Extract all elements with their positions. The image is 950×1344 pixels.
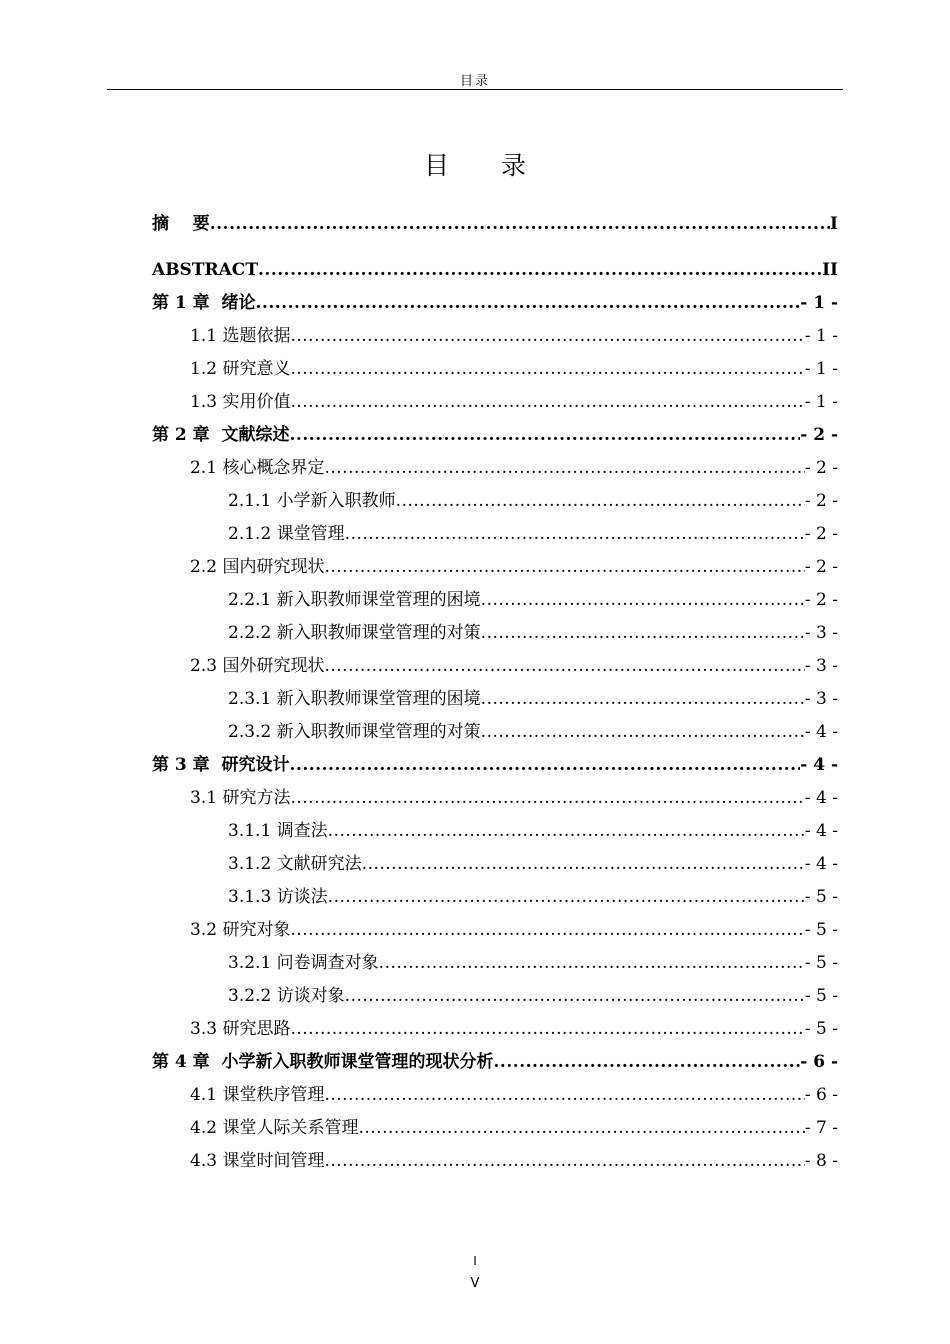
toc-entry-label: 4.1 课堂秩序管理 [190,1085,325,1105]
toc-entry[interactable] [152,782,838,815]
toc-entry[interactable] [152,716,838,749]
toc-entry[interactable] [152,881,838,914]
running-header: 目录 [459,74,490,89]
toc-entry-page: - 3 - [804,689,838,709]
toc-dot-leader [290,749,801,782]
toc-entry[interactable] [152,287,838,320]
page-number: I [473,1254,477,1268]
toc-entry-label: 第 4 章 小学新入职教师课堂管理的现状分析 [152,1052,494,1072]
toc-entry-page: - 1 - [804,326,838,346]
toc-dot-leader [258,254,822,287]
toc-entry-label: 3.2.1 问卷调查对象 [228,953,379,973]
toc-entry[interactable] [152,815,838,848]
toc-entry-label: 3.1 研究方法 [190,788,291,808]
toc-entry[interactable] [152,1013,838,1046]
toc-dot-leader [494,1046,801,1079]
toc-entry-page: - 4 - [800,755,838,775]
toc-entry-page: - 2 - [804,491,838,511]
toc-entry-page: - 1 - [800,293,838,313]
toc-entry[interactable] [152,1112,838,1145]
toc-dot-leader [290,386,804,419]
toc-dot-leader [290,353,804,386]
toc-entry[interactable] [152,485,838,518]
toc-entry-label: 2.2.1 新入职教师课堂管理的困境 [228,590,481,610]
toc-entry-page: - 7 - [804,1118,838,1138]
toc-dot-leader [362,848,805,881]
toc-dot-leader [210,208,830,241]
toc-dot-leader [358,1112,804,1145]
toc-entry[interactable] [152,1046,838,1079]
toc-entry-label: 3.2.2 访谈对象 [228,986,345,1006]
toc-entry[interactable] [152,1079,838,1112]
toc-dot-leader [290,1013,804,1046]
toc-entry[interactable] [152,1145,838,1178]
toc-entry[interactable] [152,518,838,551]
toc-entry-page: - 6 - [804,1085,838,1105]
page-sub-number: V [470,1276,480,1291]
toc-dot-leader [345,518,805,551]
toc-entry-page: - 1 - [804,392,838,412]
toc-entry[interactable] [152,650,838,683]
toc-dot-leader [328,815,805,848]
toc-entry-label: 2.3.2 新入职教师课堂管理的对策 [228,722,481,742]
toc-dot-leader [481,617,805,650]
toc-dot-leader [324,1079,804,1112]
toc-entry-page: - 5 - [804,887,838,907]
toc-entry-label: 3.1.3 访谈法 [228,887,328,907]
toc-entry-label: 4.2 课堂人际关系管理 [190,1118,359,1138]
toc-entry-label: 2.2.2 新入职教师课堂管理的对策 [228,623,481,643]
toc-entry-page: - 3 - [804,623,838,643]
toc-entry[interactable] [152,353,838,386]
toc-dot-leader [290,320,804,353]
toc-entry-page: - 2 - [804,524,838,544]
toc-entry-label: 第 3 章 研究设计 [152,755,290,775]
toc-dot-leader [290,419,801,452]
toc-entry-label: 3.1.1 调查法 [228,821,328,841]
toc-entry-page: - 6 - [800,1052,838,1072]
toc-dot-leader [290,914,804,947]
toc-entry-label: 1.1 选题依据 [190,326,291,346]
toc-entry-label: 4.3 课堂时间管理 [190,1151,325,1171]
toc-entry[interactable] [152,980,838,1013]
toc-entry-page: - 2 - [804,557,838,577]
toc-entry-page: - 5 - [804,920,838,940]
toc-entry[interactable] [152,848,838,881]
toc-entry-page: - 5 - [804,1019,838,1039]
toc-entry-page: - 4 - [804,788,838,808]
toc-entry[interactable] [152,584,838,617]
toc-entry[interactable] [152,551,838,584]
toc-entry-label: 第 2 章 文献综述 [152,425,290,445]
toc-entry-page: - 4 - [804,854,838,874]
toc-dot-leader [396,485,805,518]
toc-entry-label: 第 1 章 绪论 [152,293,256,313]
toc-dot-leader [481,716,805,749]
toc-entry[interactable] [152,749,838,782]
toc-entry-page: - 5 - [804,986,838,1006]
toc-entry-page: - 2 - [800,425,838,445]
toc-entry[interactable] [152,683,838,716]
toc-dot-leader [345,980,805,1013]
toc-entry-label: 3.2 研究对象 [190,920,291,940]
toc-dot-leader [256,287,801,320]
toc-entry-page: - 4 - [804,821,838,841]
toc-entry-page: - 2 - [804,458,838,478]
toc-entry[interactable] [152,419,838,452]
toc-dot-leader [481,683,805,716]
toc-dot-leader [324,650,804,683]
toc-entry-label: 3.3 研究思路 [190,1019,291,1039]
toc-entry-label: 2.3 国外研究现状 [190,656,325,676]
toc-entry-label: 2.1.1 小学新入职教师 [228,491,396,511]
toc-entry-label: ABSTRACT [152,260,258,280]
toc-entry-label: 2.2 国内研究现状 [190,557,325,577]
toc-entry-page: II [822,260,838,280]
toc-entry-label: 2.1 核心概念界定 [190,458,325,478]
toc-dot-leader [324,452,804,485]
toc-entry[interactable] [152,386,838,419]
toc-entry-label: 1.3 实用价值 [190,392,291,412]
toc-entry-page: - 3 - [804,656,838,676]
toc-entry-label: 摘 要 [152,214,210,234]
toc-entry-page: - 1 - [804,359,838,379]
toc-dot-leader [324,1145,804,1178]
toc-entry[interactable] [152,452,838,485]
toc-entry[interactable] [152,208,838,241]
table-of-contents [152,208,838,1178]
toc-entry-page: - 2 - [804,590,838,610]
toc-dot-leader [481,584,805,617]
toc-entry-label: 3.1.2 文献研究法 [228,854,362,874]
toc-dot-leader [328,881,805,914]
toc-entry-label: 2.3.1 新入职教师课堂管理的困境 [228,689,481,709]
toc-entry[interactable] [152,914,838,947]
toc-entry[interactable] [152,617,838,650]
toc-entry-label: 1.2 研究意义 [190,359,291,379]
header-rule [107,89,843,90]
toc-entry-label: 2.1.2 课堂管理 [228,524,345,544]
toc-dot-leader [379,947,805,980]
toc-title: 目 录 [424,151,548,180]
toc-entry[interactable] [152,254,838,287]
toc-dot-leader [324,551,804,584]
toc-entry[interactable] [152,320,838,353]
toc-entry-page: - 8 - [804,1151,838,1171]
toc-entry-page: - 5 - [804,953,838,973]
toc-entry-page: I [830,214,838,234]
toc-entry-page: - 4 - [804,722,838,742]
toc-entry[interactable] [152,947,838,980]
toc-dot-leader [290,782,804,815]
